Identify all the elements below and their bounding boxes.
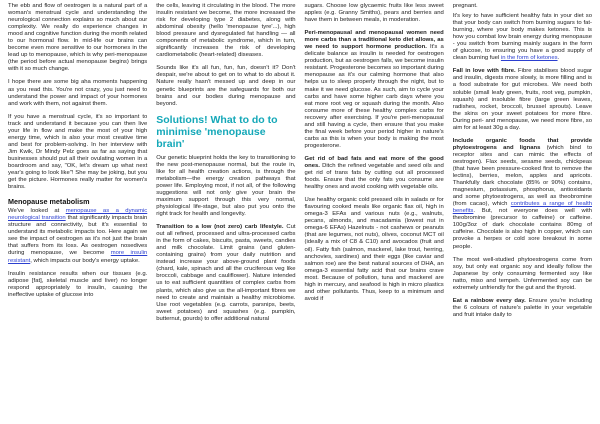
column-3 [305,3,444,424]
paragraph: sugars. Choose low glycaemic fruits like less sweet apples (e.g. Granny Smiths), pears and berries and have them in between meals, in moderation. [304,3,444,24]
bold-lead: Eat a rainbow every day. [452,297,526,304]
paragraph: Insulin resistance results when our tissues (e.g. adipose [fat], skeletal muscle and liver) no longer respond appropriately to insulin, causing the ineffective uptake of glucose into [8,270,148,298]
paragraph: pregnant. [452,3,478,9]
text-run: , which impacts our body's energy uptake. [30,257,140,264]
text-run: that significantly impacts brain structure and connectivity, but it's essential to understand its metabolic impacts too. Here again we see the impact of oestrogen as it's not just the brain that suffers from its loss. As oestrogen nosedives during menopause, we become [8,215,148,257]
text-run: Cut out all refined, processed and ultra-processed carbs in the form of cakes, biscuits, pasta, sweets, candies and milk chocolate. Limit grains (and gluten-containing grains) from your daily nutrition and instead increase your above-ground plant foods (chard, kale, spinach and all the cruciferous veg like broccoli, cabbage and cauliflower). Nature intended us to eat sufficient quantities of complex carbs from plants, which also give us the all-important fibres we need to create and maintain a healthy microbiome. Use root vegetables (e.g. carrots, parsnips, beets, sweet potatoes) and squashes (e.g. pumpkin, butternut, gourds) to offer additional natural [156,224,296,322]
column-4 [453,3,592,424]
paragraph: The ebb and flow of oestrogen is a natural part of a woman's menstrual cycle and understanding the neurological connection explains so much about our complexity. We really do experience changes in mood and cognitive function during the month related to our hormonal flow. In mid-life our brains can become even more sensitive to our hormones in the lead up to menopause, which is why peri-menopause (the period before actual menopause begins) brings with it so much change. [8,3,148,73]
column-2 [156,3,295,424]
column-1 [8,3,147,424]
link-insulin-resistant[interactable]: more insulin resistant [8,250,148,264]
bold-lead: Get rid of bad fats and eat more of the good ones. [304,155,444,169]
paragraph: Our genetic blueprint holds the key to transitioning to the new post-menopause normal, but the route in, like for all health creation actions, is through the metabolism—the energy creation pathways that power life. Employing most, if not all, of the following suggestions will not only give your brain the maximum support through this very normal, physiological life-stage, but also put you onto the right track for health and longevity. [156,154,296,218]
paragraph [453,298,592,319]
paragraph [453,138,592,251]
section-heading-menopause-metabolism: Menopause metabolism [8,197,90,207]
paragraph: the cells, leaving it circulating in the blood. The more insulin resistant we become, the more increased the risk for developing type 2 diabetes, along with abdominal obesity (hello 'menopause tyre'...), high blood pressure and dysregulated fat handling — all components of metabolic syndrome, which in turn, significantly increases the risk of developing cardiometabolic (heart-related) diseases. [156,3,296,59]
text-run: . But, not everyone does well with theobromine (precursor to caffeine) or caffeine. 100g/3oz of dark chocolate contains 80mg of caffeine. Chocolate is also high in copper, which can provoke a herpes or cold sore breakout in some people. [452,208,592,250]
text-run: It's key to have sufficient healthy fats in your diet so that your body can switch from burning sugars to fat-burning, where your body makes ketones. This is how you combat low brain energy during menopause - you switch from burning mainly sugars in the form of glucose, to ensuring you have a good supply of clean burning fuel [452,13,592,62]
text-run: Fibre stabilises blood sugar and insulin, digests more slowly, is more filling and is a food substrate for gut microbes. We need both soluble (small leafy green, fruits, root veg, pumpkin, squash) and insoluble fibre (large green leaves, radishes, rocket, broccoli, brussel sprouts). Leave the skins on your sweet potatoes for more fibre. During peri- and menopause, we need more fibre, so aim for at least 30g a day. [452,68,592,131]
paragraph: I hope there are some big aha moments happening as you read this. You're not crazy, you just need to understand the power and impact of your hormones and work with them, not against them. [8,79,148,107]
text-run: Ditch the refined vegetable and seed oils and get rid of trans fats by cutting out all processed foods. Ensure that the only fats you consume are healthy ones and avoid cooking with vegetable oils. [304,162,444,191]
link-health-benefits[interactable]: contributes a range of health benefits [452,201,592,215]
paragraph: The most well-studied phytoestrogens come from soy, but only eat organic soy and ideally follow the Japanese by only consuming fermented soy like natto, miso and tempeh. Unfermented soy can be extremely unfriendly for the gut and the thyroid. [452,256,592,291]
link-neurological-transition[interactable]: menopause as a dynamic neurological transition [8,208,148,222]
paragraph [305,30,444,150]
link-ketones[interactable]: in the form of ketones [500,55,558,62]
text-run: We've looked at [8,208,66,215]
paragraph [453,68,592,131]
paragraph [305,156,444,191]
paragraph: If you have a menstrual cycle, it's so important to track and understand it because you can then live your life in flow and make the most of your high energy time, which is also your most creative time and best for problem-solving. In her interview with Jim Kwik, Dr Mindy Pelz goes as far as saying that businesses should put all their ovulating women in a boardroom and say, "OK, let's dream up what next year's going to look like"! She may be joking, but you get the picture. Hormones really matter for women's brains. [8,113,148,191]
bold-lead: Include organic foods that provide phytoestrogens and lignans [452,137,592,151]
text-run: Ensure you're including the 6 colours of nature's palette in your vegetable and fruit intake daily to [452,297,592,318]
article-columns [8,3,592,424]
text-run: (which bind to receptor sites and can mimic the effects of oestrogen). Flax seeds, sesame seeds, chickpeas (that have been pressure-cooked first to remove the lectins), berries, melon, apples and apricots. Thankfully dark chocolate (85% or 90%) contains, magnesium, potassium, phosphorus, antioxidants and some phytoestrogens, as well as theobromine (from cacao), which [452,144,592,208]
paragraph: Sounds like it's all fun, fun, fun, doesn't it? Don't despair, we're about to get on to what to do about it. Nature really hasn't messed up and deep in our genetic blueprints are the safeguards for both our brains and our bodies during menopause and beyond. [156,65,296,107]
text-run: . [557,55,560,62]
bold-lead: Fall in love with fibre. [452,68,516,75]
paragraph [156,224,295,323]
paragraph: Use healthy organic cold pressed oils in salads or for flavouring cooked meals like organic flax oil, high in omega-3 EFAs and various nuts (e.g., walnuts, pecans, almonds, and macadamia (lowest nut in omega-6 EFAs) Hazelnuts - not cashews or peanuts (that are legumes, not nuts), olives, coconut MCT oil (ideally a mix of C8 & C10) and avocados (fruit and oil). Fatty fish (salmon, mackerel, lake trout, herring, anchovies, sardines) and their eggs (like caviar and salmon roe) are the best natural sources of DHA, an omega-3 essential fatty acid that our brains crave most. Because of pollution, tuna and mackerel are high in mercury, and seafood is high in micro plastics and other pollutants. Thus, keep to a minimum and avoid if [304,197,444,302]
paragraph [453,13,592,62]
bold-lead: Peri-menopausal and menopausal women need more carbs than a traditional keto diet allows, as we need to support hormone production. [304,30,444,51]
text-run: It's a delicate balance as insulin is needed for oestrogen production, but as oestrogen falls, we become insulin resistant. Progesterone becomes so important during menopause as it's our calming hormone that also helps us to sleep properly through the night, but to make it we need glucose. As such, aim to cycle your carbs and have some higher carb days where you eat more root veg or squash during the month. Also consume more of these healthy complex carbs for recovery after exercising. If you're peri-menopausal and still having a cycle, then ensure that you make the final week before your period higher in nature's carbs as this is when your body is making the most progesterone. [304,44,444,149]
bold-lead: Transition to a low (not zero) carb lifestyle. [156,224,284,231]
paragraph [8,208,147,264]
solutions-heading: Solutions! What to do to minimise 'menopause brain' [156,113,278,150]
